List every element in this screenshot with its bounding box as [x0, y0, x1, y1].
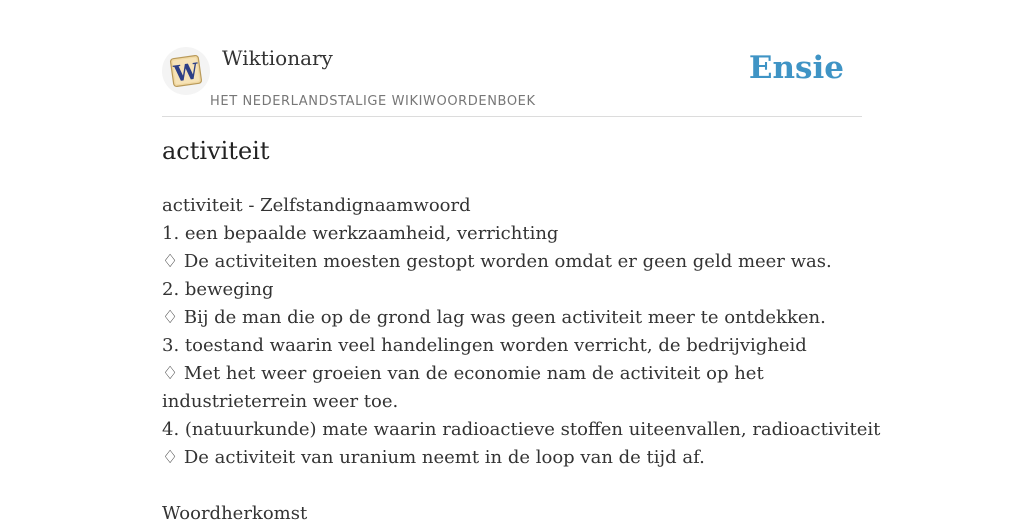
site-name[interactable]: Wiktionary — [222, 46, 333, 70]
page-title: activiteit — [162, 137, 270, 165]
example-2: ♢ Bij de man die op de grond lag was geen activiteit meer te ontdekken. — [162, 307, 826, 328]
ensie-brand-link[interactable]: Ensie — [748, 50, 844, 86]
definition-3: 3. toestand waarin veel handelingen worden verricht, de bedrijvigheid — [162, 335, 807, 356]
example-3: ♢ Met het weer groeien van de economie nam de activiteit op het industrieterrein weer toe. — [162, 363, 764, 412]
wiktionary-tile-icon — [162, 47, 210, 95]
site-header — [162, 42, 862, 117]
etymology-heading: Woordherkomst — [162, 503, 308, 524]
definition-4: 4. (natuurkunde) mate waarin radioactieve stoffen uiteenvallen, radioactiviteit — [162, 419, 881, 440]
wiktionary-logo-icon[interactable] — [162, 47, 210, 95]
definition-2: 2. beweging — [162, 279, 274, 300]
section-spacer — [162, 472, 862, 500]
entry-content — [162, 192, 881, 528]
svg-text:W: W — [172, 58, 201, 88]
site-tagline: HET NEDERLANDSTALIGE WIKIWOORDENBOEK — [210, 94, 536, 109]
example-4: ♢ De activiteit van uranium neemt in de loop van de tijd af. — [162, 447, 705, 468]
example-1: ♢ De activiteiten moesten gestopt worden omdat er geen geld meer was. — [162, 251, 832, 272]
entry-heading: activiteit - Zelfstandignaamwoord — [162, 195, 471, 216]
definition-1: 1. een bepaalde werkzaamheid, verrichting — [162, 223, 559, 244]
